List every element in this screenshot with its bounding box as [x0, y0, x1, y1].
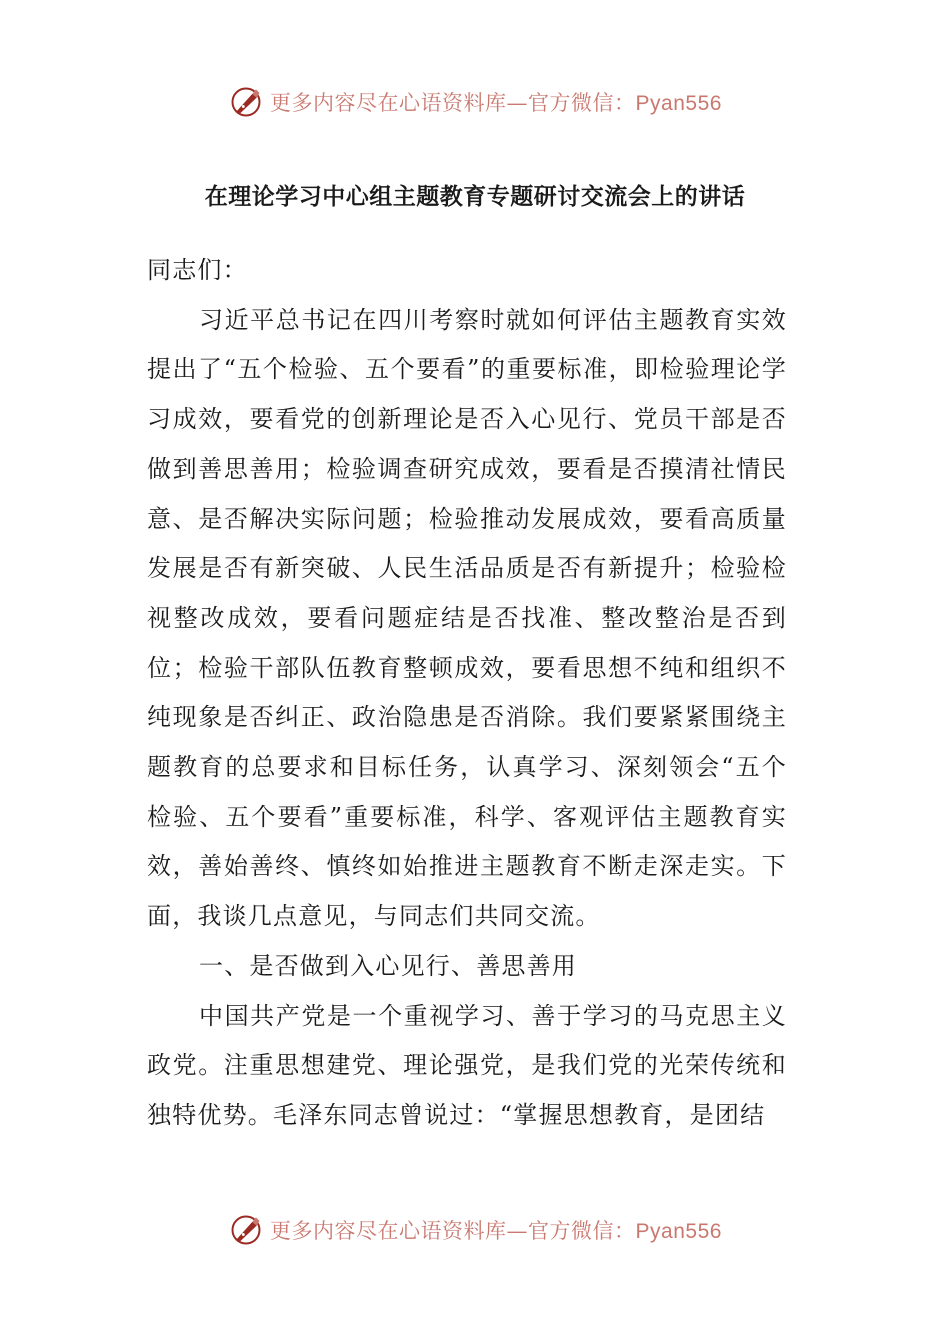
document-body [147, 246, 787, 1141]
document-title: 在理论学习中心组主题教育专题研讨交流会上的讲话 [204, 184, 746, 210]
watermark-text: 更多内容尽在心语资料库—官方微信：Pyan556 [270, 91, 722, 115]
body-paragraph: 中国共产党是一个重视学习、善于学习的马克思主义政党。注重思想建党、理论强党，是我们党的光荣传统和独特优势。毛泽东同志曾说过：“掌握思想教育，是团结 [147, 1001, 787, 1129]
salutation: 同志们： [147, 256, 248, 284]
watermark-text: 更多内容尽在心语资料库—官方微信：Pyan556 [270, 1219, 722, 1243]
section-heading: 一、是否做到入心见行、善思善用 [199, 951, 577, 980]
footer-watermark [0, 1208, 950, 1252]
header-watermark [0, 80, 950, 124]
body-paragraph: 习近平总书记在四川考察时就如何评估主题教育实效提出了“五个检验、五个要看”的重要标准，即检验理论学习成效，要看党的创新理论是否入心见行、党员干部是否做到善思善用；检验调查研究成效，要看是否摸清社情民意、是否解决实际问题；检验推动发展成效，要看高质量发展是否有新突破、人民生活品质是否有新提升；检验检视整改成效，要看问题症结是否找准、整改整治是否到位；检验干部队伍教育整顿成效，要看思想不纯和组织不纯现象是否纠正、政治隐患是否消除。我们要紧紧围绕主题教育的总要求和目标任务，认真学习、深刻领会“五个检验、五个要看”重要标准，科学、客观评估主题教育实效，善始善终、慎终如始推进主题教育不断走深走实。下面，我谈几点意见，与同志们共同交流。 [147, 305, 787, 931]
pen-nib-logo-icon [228, 1212, 264, 1248]
pen-nib-logo-icon [228, 84, 264, 120]
